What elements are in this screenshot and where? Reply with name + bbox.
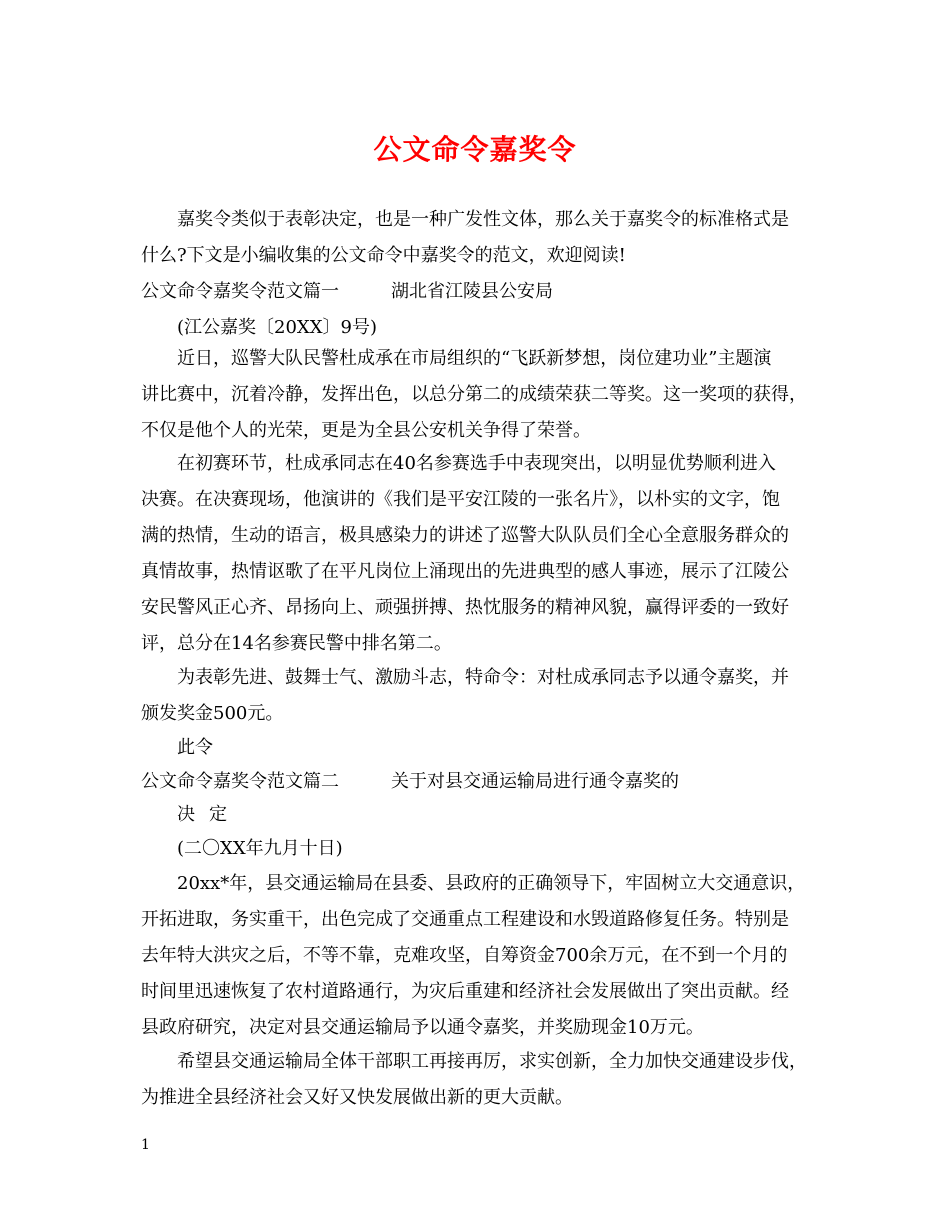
sample2-p2-line-2: 为推进全县经济社会又好又快发展做出新的更大贡献。 <box>141 1087 573 1108</box>
sample2-heading-row <box>141 770 679 794</box>
sample1-issuer: 湖北省江陵县公安局 <box>391 281 553 302</box>
sample2-p1-line-1: 20xx*年，县交通运输局在县委、县政府的正确领导下，牢固树立大交通意识， <box>177 873 806 894</box>
sample1-p2-line-2: 决赛。在决赛现场，他演讲的《我们是平安江陵的一张名片》，以朴实的文字，饱 <box>141 489 780 510</box>
sample2-date: (二〇XX年九月十日) <box>177 838 343 859</box>
sample1-closing: 此令 <box>177 737 213 758</box>
sample1-p2-line-1: 在初赛环节，杜成承同志在40名参赛选手中表现突出，以明显优势顺利进入 <box>177 453 776 474</box>
sample2-p1-line-3: 去年特大洪灾之后，不等不靠，克难攻坚，自筹资金700余万元，在不到一个月的 <box>141 945 788 966</box>
sample2-subject: 关于对县交通运输局进行通令嘉奖的 <box>391 771 679 792</box>
sample2-p1-line-4: 时间里迅速恢复了农村道路通行，为灾后重建和经济社会发展做出了突出贡献。经 <box>141 981 789 1002</box>
sample1-heading-row <box>141 280 553 304</box>
page-number: 1 <box>141 1137 150 1153</box>
sample1-p1-line-1: 近日，巡警大队民警杜成承在市局组织的“飞跃新梦想，岗位建功业”主题演 <box>177 348 772 369</box>
page-title: 公文命令嘉奖令 <box>373 133 577 166</box>
intro-line-1: 嘉奖令类似于表彰决定，也是一种广发性文体，那么关于嘉奖令的标准格式是 <box>177 209 789 230</box>
sample1-p2-line-6: 评，总分在14名参赛民警中排名第二。 <box>141 633 452 654</box>
sample1-p2-line-5: 安民警风正心齐、昂扬向上、顽强拼搏、热忱服务的精神风貌，赢得评委的一致好 <box>141 597 789 618</box>
sample2-p2-line-1: 希望县交通运输局全体干部职工再接再厉，求实创新，全力加快交通建设步伐， <box>177 1051 807 1072</box>
sample1-doc-number: (江公嘉奖〔20XX〕9号) <box>177 317 378 338</box>
sample1-p2-line-4: 真情故事，热情讴歌了在平凡岗位上涌现出的先进典型的感人事迹，展示了江陵公 <box>141 561 789 582</box>
sample1-p1-line-3: 不仅是他个人的光荣，更是为全县公安机关争得了荣誉。 <box>141 420 591 441</box>
sample2-decision: 决定 <box>177 804 241 825</box>
sample1-p1-line-2: 讲比赛中，沉着冷静，发挥出色，以总分第二的成绩荣获二等奖。这一奖项的获得， <box>141 384 807 405</box>
sample1-p2-line-3: 满的热情，生动的语言，极具感染力的讲述了巡警大队队员们全心全意服务群众的 <box>141 525 789 546</box>
sample1-p3-line-2: 颁发奖金500元。 <box>141 703 284 724</box>
sample2-p1-line-2: 开拓进取，务实重干，出色完成了交通重点工程建设和水毁道路修复任务。特别是 <box>141 909 789 930</box>
sample1-p3-line-1: 为表彰先进、鼓舞士气、激励斗志，特命令：对杜成承同志予以通令嘉奖，并 <box>177 667 789 688</box>
sample2-heading: 公文命令嘉奖令范文篇二 <box>141 771 339 792</box>
sample2-p1-line-5: 县政府研究，决定对县交通运输局予以通令嘉奖，并奖励现金10万元。 <box>141 1017 704 1038</box>
sample1-heading: 公文命令嘉奖令范文篇一 <box>141 281 339 302</box>
intro-line-2: 什么?下文是小编收集的公文命令中嘉奖令的范文，欢迎阅读! <box>141 245 626 266</box>
